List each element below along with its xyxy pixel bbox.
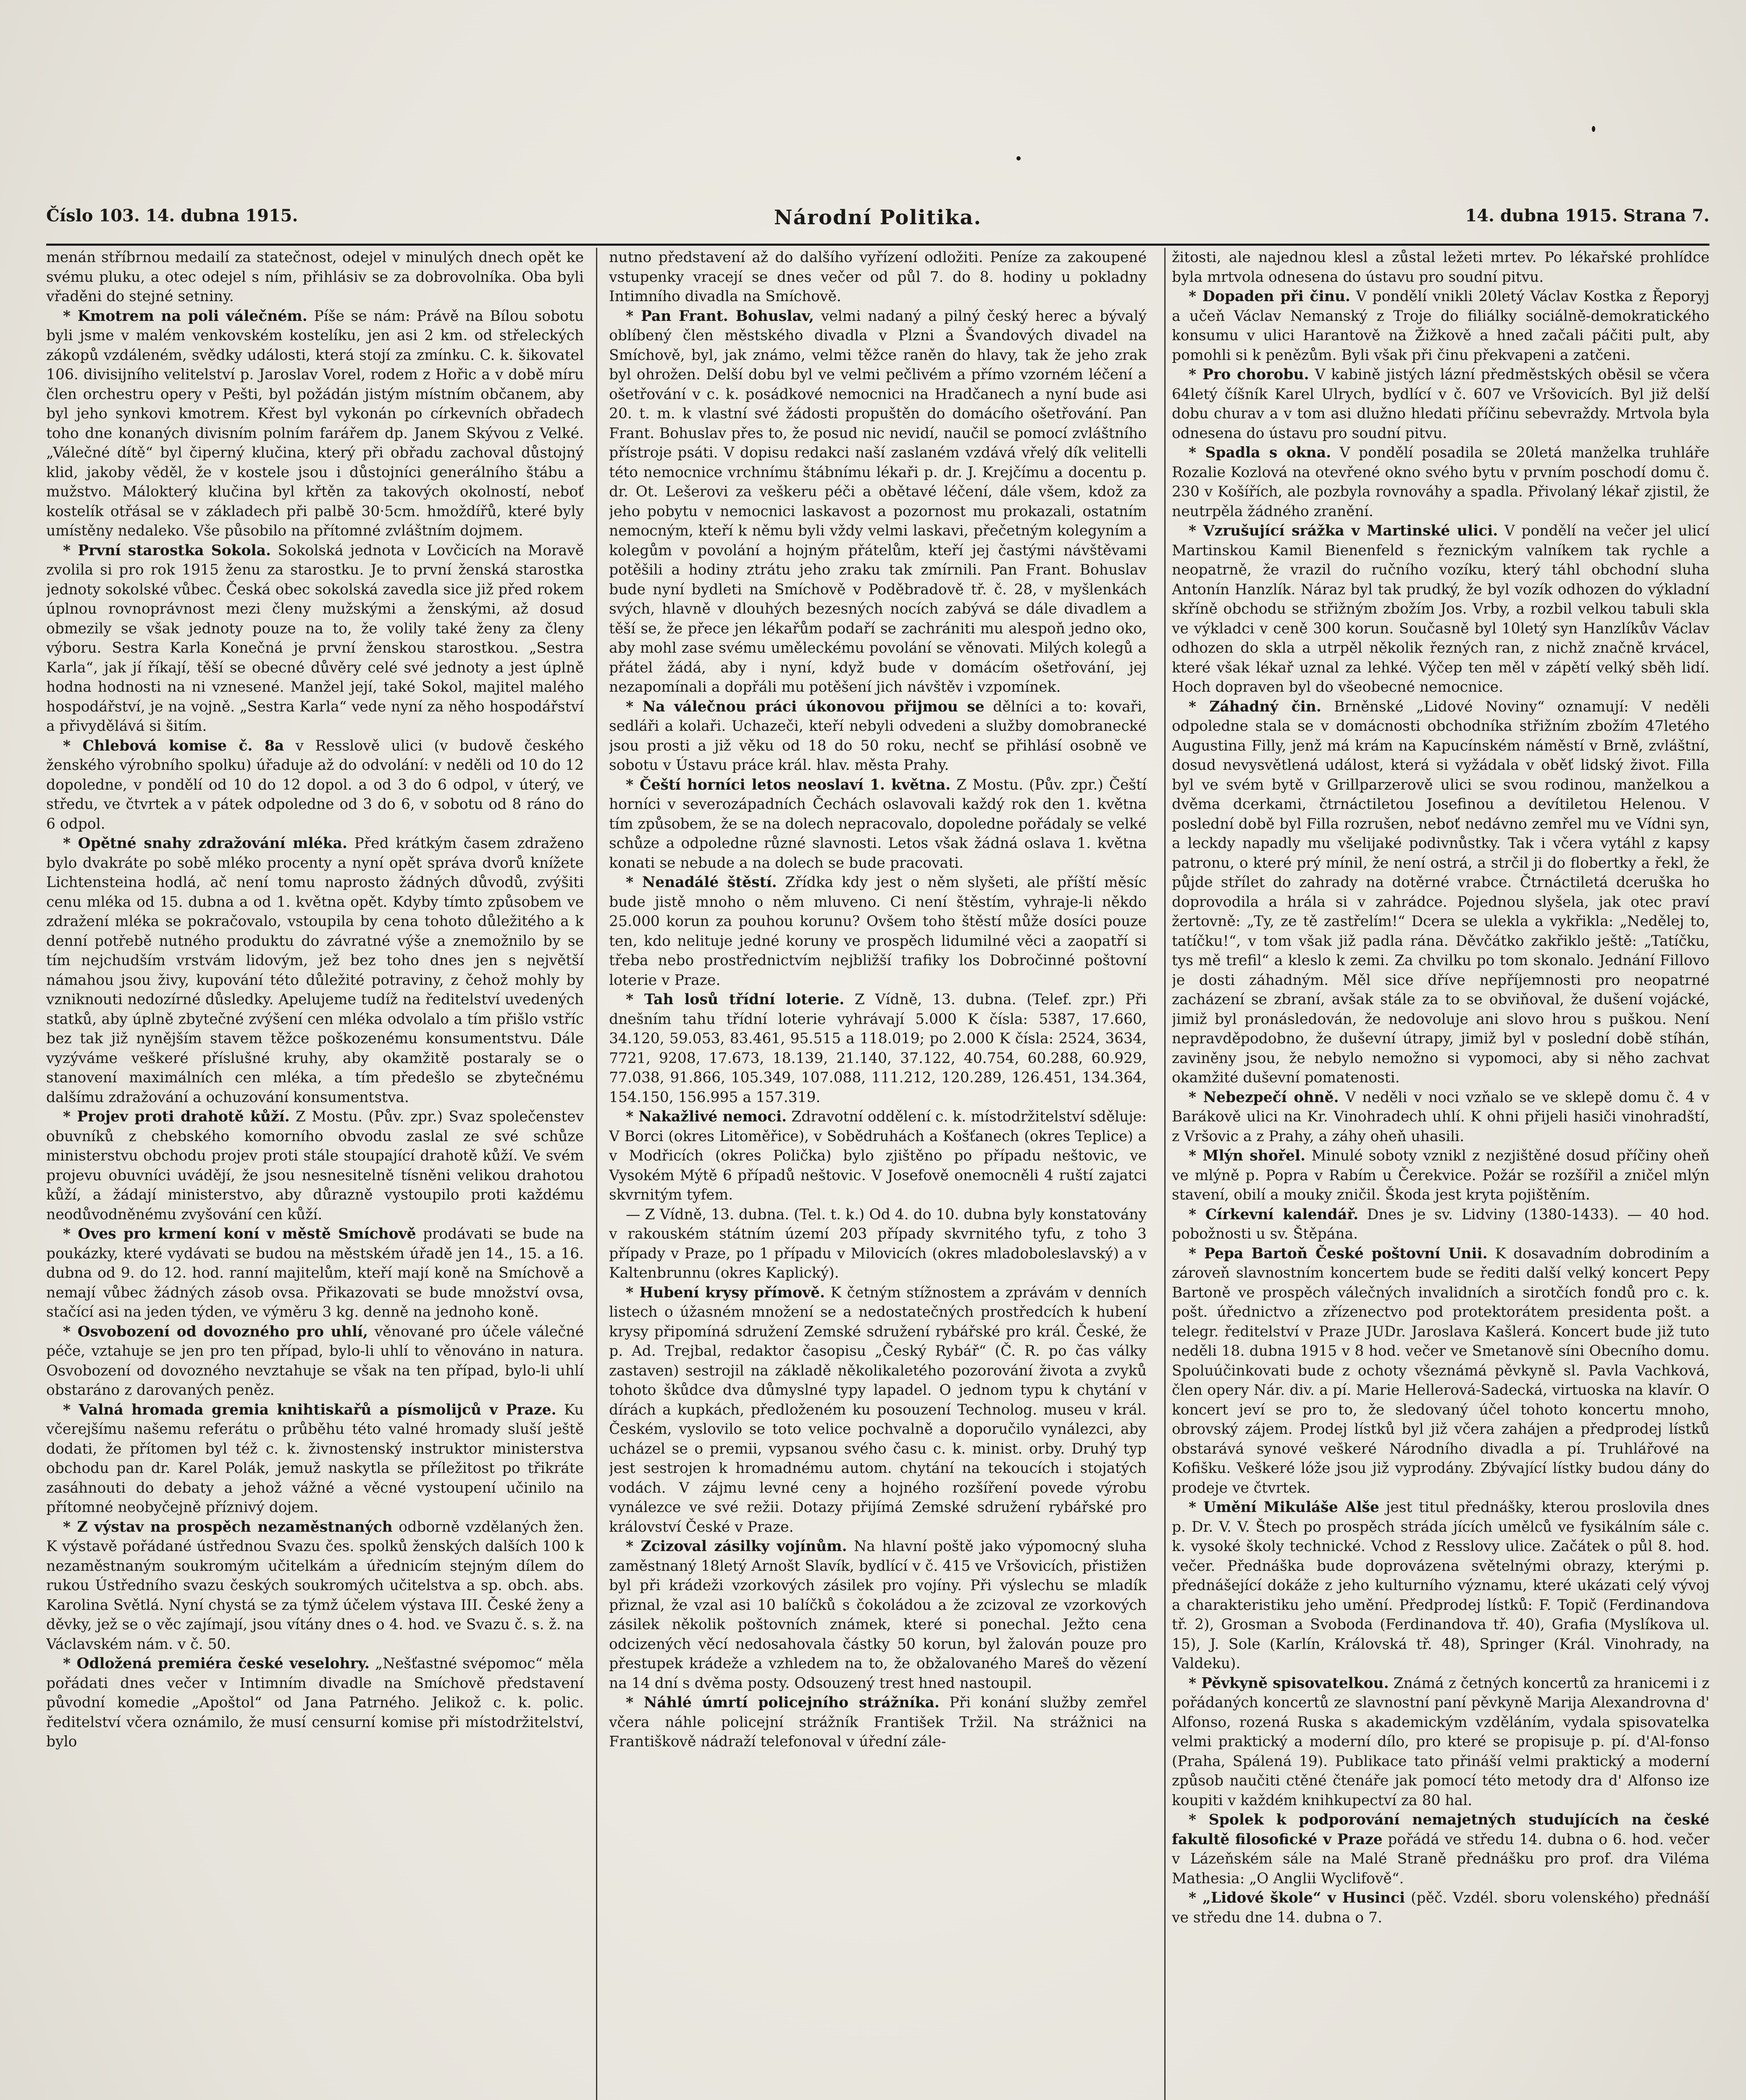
news-item-heading: * Pan Frant. Bohuslav,: [626, 307, 814, 325]
news-item-text: jest titul přednášky, kterou proslovila dnes p. Dr. V. V. Štech po prospěch stráda jících umělců ve fysikálním sále c. k. vysoké školy technické. Vchod z Resslovy ulice. Začátek o půl 8. hod. večer. Přednáška bude doprovázena světelnými obrazy, kterými p. přednášející dokáže z jeho kulturního významu, které ukázati celý vývoj a charakteristiku jeho umění. Předprodej lístků: F. Topič (Ferdinandova tř. 2), Grosman a Svoboda (Ferdinandova tř. 40), Grafia (Myslíkova ul. 15), J. Sole (Karlín, Královská tř. 48), Springer (Král. Vinohrady, na Valdeku).: [1172, 1499, 1709, 1672]
news-item-heading: * Církevní kalendář.: [1189, 1206, 1359, 1223]
news-item-text: věnované pro účele válečné péče, vztahuje se jen pro ten případ, bylo-li uhlí to věnováno in natura. Osvobození od dovozného nevztahuje se však na ten případ, bylo-li uhlí obstaráno z darovaných peněz.: [46, 1323, 584, 1399]
news-item: [46, 307, 584, 541]
news-item-heading: * Na válečnou práci úkonovou přijmou se: [626, 698, 985, 715]
news-item: [1172, 248, 1709, 287]
news-item-heading: * Nebezpečí ohně.: [1189, 1089, 1339, 1106]
news-item-heading: * Tah losů třídní loterie.: [626, 991, 845, 1008]
news-item-text: žitosti, ale najednou klesl a zůstal ležeti mrtev. Po lékařské prohlídce byla mrtvola odnesena do ústavu pro soudní pitvu.: [1172, 249, 1709, 286]
news-item: [46, 1400, 584, 1517]
news-item: [609, 697, 1147, 775]
news-item-heading: * Kmotrem na poli válečném.: [63, 307, 307, 325]
news-item-text: V pondělí na večer jel ulicí Martinskou Kamil Bienenfeld s řeznickým valníkem tak rychle a neopatrně, že vrazil do ručního vozíku, který táhl obchodní sluha Antonín Hanzlík. Náraz byl tak prudký, že byl vozík odhozen do výkladní skříně obchodu se střižným zbožím Jos. Vrby, a rozbil velkou tabuli skla ve výkladci v ceně 300 korun. Současně byl 10letý syn Hanzlíkův Václav odhozen do skla a utrpěl několik řezných ran, z nichž značně krvácel, které však lékař uznal za lehké. Výčep ten měl v zápětí velký sběh lidí. Hoch dopraven byl do všeobecné nemocnice.: [1172, 522, 1709, 696]
news-item-text: odborně vzdělaných žen. K výstavě pořádané ústřednou Svazu čes. spolků ženských dalších 100 k nezaměstnaným soukromým učitelkám a úřednicím stejným dílem do rukou Ústředního svazu českých soukromých učitelstva a sp. obch. abs. Karolina Světlá. Nyní chystá se za týmž účelem výstava III. České ženy a děvky, jež se o věc zajímají, jsou vítány dnes o 4. hod. ve Svazu č. s. ž. na Václavském nám. v č. 50.: [46, 1518, 584, 1653]
news-item-heading: * Dopaden při činu.: [1189, 288, 1350, 305]
news-item-text: Minulé soboty vznikl z nezjištěné dosud příčiny oheň ve mlýně p. Popra v Rabím u Čerekvice. Požár se rozšířil a zničel mlýn stavení, obilí a mouky zničil. Škoda jest kryta pojištěním.: [1172, 1147, 1709, 1203]
masthead-title: Národní Politika.: [774, 206, 982, 229]
news-item: [1172, 1146, 1709, 1205]
news-item-heading: * Spolek k podporování nemajetných studujících na české fakultě filosofické v Praze: [1172, 1811, 1709, 1848]
news-item-heading: * Náhlé úmrtí policejního strážníka.: [626, 1694, 940, 1711]
news-item: [1172, 1088, 1709, 1147]
news-item-text: V neděli v noci vzňalo se ve sklepě domu č. 4 v Barákově ulici na Kr. Vinohradech uhlí. K ohni přijeli hasiči vinohradští, z Vršovic a z Prahy, a záhy oheň uhasili.: [1172, 1089, 1709, 1145]
news-item: [46, 1107, 584, 1224]
news-item-text: Z Mostu. (Pův. zpr.) Svaz společenstev obuvníků z chebského komorního obvodu zaslal ze své schůze ministerstvu obchodu projev proti stále stoupající drahotě kůží. Ve svém projevu obuvníci uvádějí, že jsou nesnesitelně tísněni velikou drahotou kůží, a žádají ministerstvo, aby důrazně vystoupilo proti každému neodůvodněnému zvyšování cen kůží.: [46, 1108, 584, 1223]
news-item: [1172, 365, 1709, 443]
news-item: [1172, 1244, 1709, 1498]
news-item-text: „Nešťastné svépomoc“ měla pořádati dnes večer v Intimním divadle na Smíchově představení původní komedie „Apoštol“ od Jana Patrného. Jelikož c. k. polic. ředitelství včera oznámilo, že musí censurní komise při místodržitelství, bylo: [46, 1655, 584, 1750]
news-item: [609, 1283, 1147, 1537]
news-item: [46, 248, 584, 307]
news-item-text: Zdravotní oddělení c. k. místodržitelství sděluje: V Borci (okres Litoměřice), v Sobědruhách a Košťanech (okres Teplice) a v Modřicích (okres Polička) bylo zjištěno po případu neštovic, ve Vysokém Mýtě 6 případů neštovic. V Josefově onemocněli 4 ruští zajatci skvrnitým tyfem.: [609, 1108, 1147, 1203]
issue-number-date: Číslo 103. 14. dubna 1915.: [46, 206, 298, 226]
news-item-heading: * Umění Mikuláše Alše: [1189, 1499, 1379, 1516]
news-item-heading: * Valná hromada gremia knihtiskařů a písmolijců v Praze.: [63, 1401, 557, 1418]
column-1: [46, 248, 584, 2100]
news-item: [609, 1693, 1147, 1752]
news-item: [609, 873, 1147, 990]
news-item-text: Dnes je sv. Lidviny (1380-1433). — 40 hod. pobožnosti u sv. Štěpána.: [1172, 1206, 1709, 1242]
news-item-heading: * Spadla s okna.: [1189, 444, 1331, 461]
news-item-heading: * Opětné snahy zdražování mléka.: [63, 835, 347, 852]
news-item: [609, 990, 1147, 1107]
news-item-text: v Resslově ulici (v budově českého ženského výrobního spolku) úřaduje až do odvolání: v neděli od 10 do 12 dopoledne, v pondělí od 10 do 12 dopol. a od 3 do 6 odpol, v úterý, ve středu, ve čtvrtek a v pátek odpoledne od 3 do 6, v sobotu od 8 ráno do 6 odpol.: [46, 737, 584, 832]
news-item-text: Ku včerejšímu našemu referátu o průběhu této valné hromady sluší ještě dodati, že přítomen byl též c. k. živnostenský instruktor ministerstva obchodu pan dr. Karel Polák, jemuž naskytla se příležitost po třikráte zasáhnouti do debaty a jehož vážné a věcné vystoupení učinilo na přítomné neobyčejně příznivý dojem.: [46, 1401, 584, 1516]
news-item-text: Před krátkým časem zdraženo bylo dvakráte po sobě mléko procenty a nyní opět správa dvorů knížete Lichtensteina hodlá, ač není tomu naprosto žádných důvodů, zvýšiti cenu mléka od 15. dubna a od 1. května opět. Kdyby tímto způsobem ve zdražení mléka se pokračovalo, vstoupila by cena tohoto důležitého a k denní potřebě nutného produktu do závratné výše a znemožnilo by se tím nejchudším vrstvám lidovým, jež bez toho dnes jen s největší námahou jsou živy, kupování této důležité potraviny, z čehož mohly by vzniknouti nedozírné důsledky. Apelujeme tudíž na ředitelství uvedených statků, aby úplně zbytečné zvýšení cen mléka odvolalo a tím přišlo vstříc bez tak již nynějším stavem těžce poškozenému konsumentstvu. Dále vyzýváme veškeré příslušné kruhy, aby okamžitě postaraly se o stanovení maximálních cen mléka, a tím předešlo se zbytečnému dalšímu zdražování a ochuzování konsumentstva.: [46, 835, 584, 1106]
news-item: [609, 1107, 1147, 1205]
news-item: [1172, 1498, 1709, 1674]
news-item-heading: * Nakažlivé nemoci.: [626, 1108, 787, 1125]
news-item: [46, 1322, 584, 1400]
news-item: [1172, 1888, 1709, 1927]
news-item-text: Z Vídně, 13. dubna. (Telef. zpr.) Při dnešním tahu třídní loterie vyhrávají 5.000 K čísla: 5387, 17.660, 34.120, 59.053, 83.461, 95.515 a 118.019; po 2.000 K čísla: 2524, 3634, 7721, 9208, 17.673, 18.139, 21.140, 37.122, 40.754, 60.288, 60.929, 77.038, 91.866, 105.349, 107.088, 111.212, 120.289, 126.451, 134.364, 154.150, 156.995 a 157.319.: [609, 991, 1147, 1106]
news-item-heading: * Nenadálé štěstí.: [626, 874, 777, 891]
news-item: [609, 248, 1147, 307]
news-item: [1172, 1674, 1709, 1811]
news-item: [46, 541, 584, 736]
news-item: [1172, 697, 1709, 1088]
column-3: [1172, 248, 1709, 2100]
news-item: [1172, 443, 1709, 521]
paper-speck: [1016, 156, 1021, 160]
news-item-text: K četným stížnostem a zprávám v denních listech o úžasném množení se a nedostatečných prostředcích k hubení krysy připomíná sdružení Zemské sdružení rybářské pro král. České, že p. Ad. Trejbal, redaktor časopisu „Český Rybář“ (Č. R. po čas války zastaven) sestrojil na základě několikaletého pozorování života a zvyků tohoto škůdce dva důmyslné typy lapadel. O jednom typu k chytání v dírách a kupkách, předloženém ku posouzení Technolog. museu v král. Českém, vyslovilo se toto velice pochvalně a doporučilo vynálezci, aby ucházel se o premii, vypsanou svého času c. k. minist. orby. Druhý typ jest sestrojen k hromadnému autom. chytání na tekoucích i stojatých vodách. V zájmu levné ceny a hojného rozšíření povede výrobu vynálezce ve své režii. Dotazy přijímá Zemské sdružení rybářské pro království České v Praze.: [609, 1284, 1147, 1536]
news-item-text: prodávati se bude na poukázky, které vydávati se budou na městském úřadě jen 14., 15. a 16. dubna od 9. do 12. hod. ranní majitelům, kteří mají koně na Smíchově a nemají vůbec žádných zásob ovsa. Přikazovati se bude množství ovsa, stačící asi na jeden týden, ve výměru 3 kg. denně na jednoho koně.: [46, 1226, 584, 1320]
page-header: [46, 206, 1709, 246]
news-item-heading: * Hubení krysy přímově.: [626, 1284, 825, 1301]
news-item-text: Při konání služby zemřel včera náhle policejní strážník František Tržil. Na strážnici na Františkově nádraží telefonoval v úřední zále-: [609, 1694, 1147, 1750]
news-item: [46, 736, 584, 834]
news-item-heading: * Z výstav na prospěch nezaměstnaných: [63, 1518, 393, 1536]
news-item-heading: * Pro chorobu.: [1189, 366, 1309, 383]
column-2: [609, 248, 1147, 2100]
news-item-heading: * Pepa Bartoň České poštovní Unii.: [1189, 1245, 1488, 1262]
date-page-number: 14. dubna 1915. Strana 7.: [1465, 206, 1709, 226]
news-item-text: (pěč. Vzdél. sboru volenského) přednáší ve středu dne 14. dubna o 7.: [1172, 1890, 1709, 1926]
news-item: [1172, 521, 1709, 697]
article-columns: [46, 248, 1709, 2100]
news-item-text: K dosavadním dobrodiním a zároveň slavnostním koncertem bude se řediti další velký koncert Pepy Bartoně ve prospěch válečných invalidních a sirotčích fondů pro c. k. pošt. úřednictvo a zřízenectvo pod protektorátem presidenta pošt. a telegr. ředitelství v Praze JUDr. Jaroslava Kašlerá. Koncert bude již tuto neděli 18. dubna 1915 v 8 hod. večer ve Smetanově síni Obecního domu. Spoluúčinkovati bude z ochoty všeznámá pěvkyně sl. Pavla Vachková, člen opery Nár. div. a pí. Marie Hellerová-Sadecká, virtuoska na klavír. O koncert jeví se pro to, že sledovaný účel tohoto koncertu mnoho, obrovský zájem. Prodej lístků byl již včera zahájen a předprodej lístků obstarává synové veškeré Národního divadla a pí. Truhlářové na Kofišku. Veškeré lóže jsou již vyprodány. Zbývající lístky budou dány do prodeje ve čtvrtek.: [1172, 1245, 1709, 1496]
news-item-text: Známá z četných koncertů za hranicemi i z pořádaných koncertů ze slavnostní paní pěvkyně Marija Alexandrovna d' Alfonso, rozená Ruska s akademickým vzděláním, vydala spisovatelka velmi praktický a moderní dílo, pro které se propisuje p. pí. d'Al-fonso (Praha, Spálená 19). Publikace tato přináší velmi praktický a moderní způsob naučiti ctěné čtenáře jak pomocí této metody dra d' Alfonso ize koupiti v každém knihkupectví za 80 hal.: [1172, 1675, 1709, 1809]
news-item-text: menán stříbrnou medailí za statečnost, odejel v minulých dnech opět ke svému pluku, a otec odejel s ním, přihlásiv se za dobrovolníka. Oba byli vřaděni do stejné setniny.: [46, 249, 584, 305]
news-item-heading: * Čeští horníci letos neoslaví 1. května.: [626, 776, 951, 793]
news-item-heading: * První starostka Sokola.: [63, 542, 271, 559]
news-item-text: pořádá ve středu 14. dubna o 6. hod. večer v Lázeňském sále na Malé Straně přednášku pro prof. dra Viléma Mathesia: „O Anglii Wyclifově“.: [1172, 1831, 1709, 1887]
news-item-heading: * Odložená premiéra české veselohry.: [63, 1655, 370, 1672]
news-item-heading: * Chlebová komise č. 8a: [63, 737, 284, 754]
news-item-heading: * Oves pro krmení koní v městě Smíchově: [63, 1226, 416, 1242]
news-item-text: Na hlavní poště jako výpomocný sluha zaměstnaný 18letý Arnošt Slavík, bydlící v č. 415 ve Vršovicích, přistižen byl při krádeži vzorkových zásilek pro vojíny. Při výslechu se mladík přiznal, že vzal asi 10 balíčků s čokoládou a že zcizoval ze vzorkových zásilek několik poštovních známek, které si ponechal. Ježto cena odcizených věcí nedosahovala částky 50 korun, byl žalován pouze pro přestupek krádeže a vzhledem na to, že obžalovaného Mareš do vězení na 14 dní s dvěma posty. Odsouzený trest hned nastoupil.: [609, 1538, 1147, 1692]
news-item-text: V pondělí posadila se 20letá manželka truhláře Rozalie Kozlová na otevřené okno svého bytu v prvním poschodí domu č. 230 v Košířích, ale pozbyla rovnováhy a spadla. Přivolaný lékař zjistil, že neutrpěla žádného zranění.: [1172, 444, 1709, 520]
news-item: [1172, 1205, 1709, 1244]
news-item: [46, 834, 584, 1107]
news-item-text: dělníci a to: kovaři, sedláři a kolaři. Uchazeči, kteří nebyli odvedeni a služby domobranecké jsou prosti a již věku od 18 do 50 roku, nechť se přihlásí osobně ve sobotu v Ústavu práce král. hlav. města Prahy.: [609, 698, 1147, 774]
news-item: [46, 1224, 584, 1322]
news-item-heading: * Zcizoval zásilky vojínům.: [626, 1538, 847, 1555]
news-item: [1172, 1810, 1709, 1888]
news-item: [609, 775, 1147, 873]
news-item-text: Z Mostu. (Pův. zpr.) Čeští horníci v severozápadních Čechách oslavovali každý rok den 1. května tím způsobem, že se na dolech nepracovalo, dopoledne pořádaly se velké schůze a odpoledne různé slavnosti. Letos však žádná oslava 1. května konati se nebude a na dolech se bude pracovati.: [609, 776, 1147, 872]
news-item: [609, 1205, 1147, 1283]
news-item: [609, 1537, 1147, 1693]
news-item-heading: * Záhadný čin.: [1189, 698, 1321, 715]
news-item-text: V pondělí vnikli 20letý Václav Kostka z Řeporyj a učeň Václav Nemanský z Troje do filiálky sociálně-demokratického konsumu v ulici Harantově na Žižkově a hned začali páčiti pult, aby pomohli si k penězům. Byli však při činu překvapeni a zatčeni.: [1172, 288, 1709, 364]
news-item-heading: * Mlýn shořel.: [1189, 1147, 1305, 1164]
paper-speck: [1592, 126, 1595, 132]
news-item-text: velmi nadaný a pilný český herec a bývalý oblíbený člen městského divadla v Plzni a Švandových divadel na Smíchově, byl, jak známo, velmi těžce raněn do hlavy, tak že jeho zrak byl ohrožen. Delší dobu byl ve velmi pečlivém a přímo vzorném léčení a ošetřování v c. k. posádkové nemocnici na Hradčanech a nyní bude asi 20. t. m. k vlastní své žádosti propuštěn do domácího ošetřování. Pan Frant. Bohuslav přes to, že posud nic nevidí, naučil se pomocí zvláštního přístroje psáti. V dopisu redakci naší zaslaném vzdává vřelý dík velitelli této nemocnice vrchnímu štábnímu lékaři p. dr. J. Krejčímu a docentu p. dr. Ot. Lešerovi za veškeru péči a obětavé léčení, dále všem, kdož za jeho pobytu v nemocnici laskavost a pozornost mu prokazali, ostatním nemocným, kteří k němu byli vždy velmi laskavi, přečetným kolegyním a kolegům v povolání a hojným přátelům, kteří jej častými návštěvami potěšili a hodiny ztrátu jeho zraku tak zmírnili. Pan Frant. Bohuslav bude nyní bydleti na Smíchově v Poděbradově tř. č. 28, v myšlenkách svých, hlavně v dlouhých bezesných nocích zabývá se dále divadlem a těší se, že přece jen lékařům podaří se zachrániti mu alespoň jedno oko, aby mohl zase svému uměleckému povolání se věnovati. Milých kolegů a přátel žádá, aby i nyní, když bude v domácím ošetřování, jej nezapomínali a dopřáli mu potěšení jich návštěv i vzpomínek.: [609, 307, 1147, 696]
news-item-text: Sokolská jednota v Lovčicích na Moravě zvolila si pro rok 1915 ženu za starostku. Je to první ženská starostka jednoty sokolské vůbec. Česká obec sokolská zavedla sice již před rokem úplnou rovnoprávnost mezi členy mužskými a ženskými, až dosud obmezily se však jednoty pouze na to, že volily také ženy za členy výboru. Sestra Karla Konečná je první ženskou starostkou. „Sestra Karla“, jak jí říkají, těší se obecné důvěry celé své jednoty a jest úplně hodna hodnosti na ni vznesené. Manžel její, také Sokol, majitel malého hospodářství, je na vojně. „Sestra Karla“ vede nyní za něho hospodářství a přivydělává si šitím.: [46, 542, 584, 735]
news-item-text: V kabině jistých lázní předměstských oběsil se včera 64letý číšník Karel Ulrych, bydlící v č. 607 ve Vršovicích. Byl již delší dobu churav a v tom asi dlužno hledati příčinu sebevraždy. Mrtvola byla odnesena do ústavu pro soudní pitvu.: [1172, 366, 1709, 442]
news-item: [1172, 287, 1709, 365]
news-item-heading: * Vzrušující srážka v Martinské ulici.: [1189, 522, 1498, 539]
news-item-text: nutno představení až do dalšího vyřízení odložiti. Peníze za zakoupené vstupenky vracejí se dnes večer od půl 7. do 8. hodiny u pokladny Intimního divadla na Smíchově.: [609, 249, 1147, 305]
news-item-heading: * „Lidové škole“ v Husinci: [1189, 1890, 1405, 1906]
news-item: [609, 307, 1147, 697]
news-item: [46, 1517, 584, 1654]
news-item-heading: * Osvobození od dovozného pro uhlí,: [63, 1323, 368, 1340]
news-item-text: — Z Vídně, 13. dubna. (Tel. t. k.) Od 4. do 10. dubna byly konstatovány v rakouském státním území 203 případy skvrnitého tyfu, z toho 3 případy v Praze, po 1 případu v Milovicích (okres mladoboleslavský) a v Kaltenbrunnu (okres Kaplický).: [609, 1206, 1147, 1281]
news-item: [46, 1654, 584, 1752]
news-item-text: Píše se nám: Právě na Bílou sobotu byli jsme v malém venkovském kostelíku, jen asi 2 km. od střeleckých zákopů vzdáleném, svědky události, která stojí za zmínku. C. k. šikovatel 106. divisijního velitelství p. Jaroslav Vorel, rodem z Hořic a v době míru člen orchestru opery v Pešti, byl požádán jistým místním občanem, aby byl jeho synkovi kmotrem. Křest byl vykonán po církevních obřadech toho dne konaných divisním polním farářem dp. Janem Skývou z Velké. „Válečné dítě“ byl čiperný klučina, který při obřadu zachoval důstojný klid, jakoby věděl, že v kostele jsou i důstojníci generálního štábu a mužstvo. Málokterý klučina byl křtěn za takových okolností, neboť kostelík otřásal se v základech při palbě 30·5cm. hmoždířů, které byly umístěny nedaleko. Vše působilo na přítomné zvláštním dojmem.: [46, 307, 584, 539]
news-item-heading: * Pěvkyně spisovatelkou.: [1189, 1675, 1389, 1692]
news-item-text: Zřídka kdy jest o něm slyšeti, ale příští měsíc bude jistě mnoho o něm mluveno. Ci není štěstím, vyhraje-li někdo 25.000 korun za pouhou korunu? Ovšem toho štěstí může dosíci pouze ten, kdo nelituje jedné koruny ve prospěch lidumilné věci a zaopatří si třeba nebo prostřednictvím nejbližší trafiky los Dobročinné poštovní loterie v Praze.: [609, 874, 1147, 989]
news-item-heading: * Projev proti drahotě kůží.: [63, 1108, 290, 1125]
news-item-text: Brněnské „Lidové Noviny“ oznamují: V neděli odpoledne stala se v domácnosti obchodníka střižním zbožím 47letého Augustina Filly, jenž má krám na Kapucínském náměstí v Brně, zvláštní, dosud nevysvětlená událost, která si vyžádala v oběť lidský život. Filla byl ve svém bytě v Grillparzerově ulici se svou rodinou, manželkou a dvěma dcerkami, čtrnáctiletou Josefinou a devítiletou Helenou. V poslední době byl Filla rozrušen, neboť nedávno zemřel mu ve Vídni syn, a leckdy napadly mu všelijaké podivnůstky. Tak i včera vytáhl z kapsy patronu, o které prý mínil, že není ostrá, a strčil ji do flobertky a řekl, že půjde střílet do zahrady na dotěrné vrabce. Čtrnáctiletá dceruška ho doprovodila a hrála si v zahrádce. Pojednou slyšela, jak otec praví žertovně: „Ty, ze tě zastřelím!“ Dcera se ulekla a vykřikla: „Nedělej to, tatíčku!“, v tom však již padla rána. Děvčátko zakřiklo ještě: „Tatíčku, tys mě trefil“ a kleslo k zemi. Za chvilku po tom skonalo. Jednání Fillovo je dosti záhadným. Měl sice dříve nepříjemnosti pro neopatrné zacházení se zbraní, avšak stále za to se obviňoval, že dušení vojácké, jimiž byl pronásledován, že nedovoluje ani slovo hrou s puškou. Není nepravděpodobno, že duševní útrapy, jimiž byl v poslední době stíhán, zaviněny jsou, že nebylo nemožno si vypomoci, aby si něho zachvat okamžité duševní pomatenosti.: [1172, 698, 1709, 1086]
